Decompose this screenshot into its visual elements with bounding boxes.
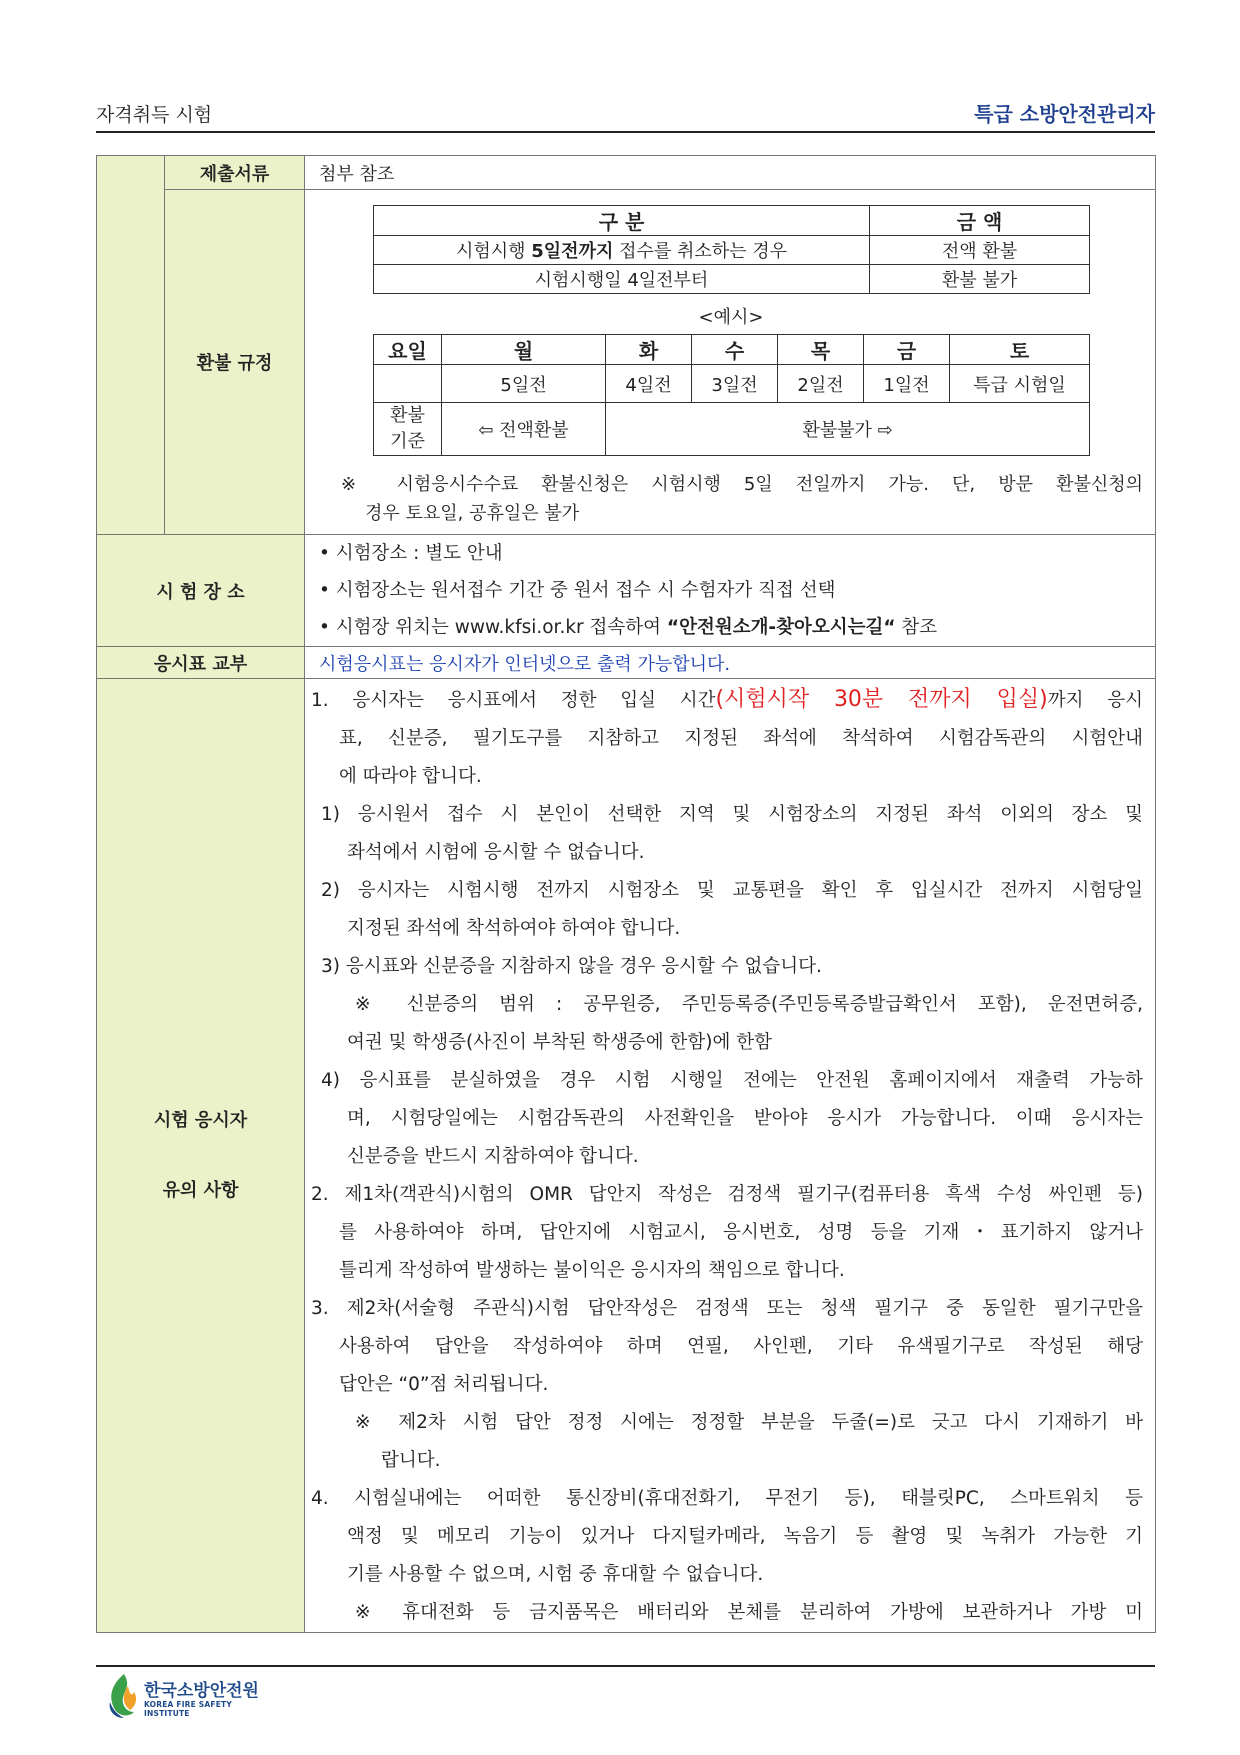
notice-line: 4. 시험실내에는 어떠한 통신장비(휴대전화기, 무전기 등), 태블릿PC, 스마트워치 등 [311, 1488, 1143, 1509]
schedule-basis-label: 환불 기준 [374, 403, 442, 456]
notice-line: 3. 제2차(서술형 주관식)시험 답안작성은 검정색 또는 청색 필기구 중 동일한 필기구만을 [311, 1298, 1143, 1319]
notice-line: 지정된 좌석에 착석하여야 하여야 합니다. [347, 918, 681, 939]
footer-divider [96, 1665, 1155, 1667]
refund-note: ※ 시험응시수수료 환불신청은 시험시행 5일 전일까지 가능. 단, 방문 환불신청의 경우 토요일, 공휴일은 불가 [341, 474, 1143, 524]
schedule-offset-wed: 3일전 [692, 365, 778, 403]
venue-label: 시 험 장 소 [97, 535, 305, 647]
notice-lines [311, 681, 1143, 1632]
schedule-offset-mon: 5일전 [442, 365, 606, 403]
notice-line: 1) 응시원서 접수 시 본인이 선택한 지역 및 시험장소의 지정된 좌석 이외의 장소 및 [321, 804, 1143, 825]
schedule-day-wed: 수 [692, 335, 778, 365]
logo-english: KOREA FIRE SAFETY INSTITUTE [144, 1700, 232, 1718]
refund-row1-text: 시험시행 5일전까지 접수를 취소하는 경우 [374, 236, 870, 265]
schedule-offset-tue: 4일전 [606, 365, 692, 403]
notice-line: 며, 시험당일에는 시험감독관의 사전확인을 받아야 응시가 가능합니다. 이때 응시자는 [347, 1108, 1143, 1129]
refund-schedule-table [373, 334, 1090, 456]
refund-row2-text: 시험시행일 4일전부터 [374, 265, 870, 294]
schedule-day-fri: 금 [864, 335, 950, 365]
notice-label: 시험 응시자 유의 사항 [97, 679, 305, 1633]
refund-row1-amount: 전액 환불 [870, 236, 1090, 265]
notice-line: 4) 응시표를 분실하였을 경우 시험 시행일 전에는 안전원 홈페이지에서 재출력 가능하 [321, 1070, 1143, 1091]
header-left: 자격취득 시험 [96, 104, 213, 126]
notice-line: ※ 신분증의 범위 : 공무원증, 주민등록증(주민등록증발급확인서 포함), 운전면허증, [355, 994, 1143, 1015]
header-divider [96, 131, 1155, 133]
schedule-day-sat: 토 [950, 335, 1090, 365]
notice-line: 여권 및 학생증(사진이 부착된 학생증에 한함)에 한함 [347, 1032, 773, 1053]
venue-line-1: • 시험장소 : 별도 안내 [319, 543, 503, 564]
notice-line: ※ 제2차 시험 답안 정정 시에는 정정할 부분을 두줄(=)로 긋고 다시 기재하기 바 [355, 1412, 1143, 1433]
schedule-day-mon: 월 [442, 335, 606, 365]
notice-line: 기를 사용할 수 없으며, 시험 중 휴대할 수 없습니다. [347, 1564, 764, 1585]
notice-line: 액정 및 메모리 기능이 있거나 다지털카메라, 녹음기 등 촬영 및 녹취가 가능한 기 [347, 1526, 1143, 1547]
header-right: 특급 소방안전관리자 [974, 102, 1155, 126]
example-caption: <예시> [698, 307, 764, 328]
refund-col-category: 구 분 [374, 206, 870, 236]
venue-content [305, 535, 1156, 647]
venue-line-2: • 시험장소는 원서접수 기간 중 원서 접수 시 수험자가 직접 선택 [319, 580, 836, 601]
notice-line: 3) 응시표와 신분증을 지참하지 않을 경우 응시할 수 없습니다. [321, 956, 822, 977]
schedule-full-refund: ⇦ 전액환불 [442, 403, 606, 456]
refund-col-amount: 금 액 [870, 206, 1090, 236]
notice-line: 에 따라야 합니다. [339, 766, 482, 787]
docs-value: 첨부 참조 [305, 156, 1156, 190]
flame-icon [104, 1672, 140, 1720]
refund-amount-table [373, 205, 1090, 294]
notice-line: 2) 응시자는 시험시행 전까지 시험장소 및 교통편을 확인 후 입실시간 전까지 시험당일 [321, 880, 1143, 901]
schedule-day-tue: 화 [606, 335, 692, 365]
schedule-day-thu: 목 [778, 335, 864, 365]
refund-content [305, 190, 1156, 535]
notice-line: ※ 휴대전화 등 금지품목은 배터리와 본체를 분리하여 가방에 보관하거나 가방 미 [355, 1602, 1143, 1623]
kfsi-logo [104, 1672, 279, 1722]
schedule-day-header: 요일 [374, 335, 442, 365]
notice-line: 신분증을 반드시 지참하여야 합니다. [347, 1146, 639, 1167]
schedule-offset-blank [374, 365, 442, 403]
notice-line: 좌석에서 시험에 응시할 수 없습니다. [347, 842, 645, 863]
ticket-label: 응시표 교부 [97, 647, 305, 679]
schedule-offset-thu: 2일전 [778, 365, 864, 403]
venue-line-3: • 시험장 위치는 www.kfsi.or.kr 접속하여 “안전원소개-찾아오시는길“ 참조 [319, 617, 938, 638]
schedule-offset-fri: 1일전 [864, 365, 950, 403]
notice-line: 사용하여 답안을 작성하여야 하며 연필, 사인펜, 기타 유색필기구로 작성된 해당 [339, 1336, 1143, 1357]
info-table [96, 155, 1156, 1633]
ticket-value: 시험응시표는 응시자가 인터넷으로 출력 가능합니다. [305, 647, 1156, 679]
left-band [97, 156, 165, 535]
notice-line: 랍니다. [381, 1450, 441, 1471]
logo-korean: 한국소방안전원 [144, 1681, 259, 1701]
docs-label: 제출서류 [165, 156, 305, 190]
notice-line: 2. 제1차(객관식)시험의 OMR 답안지 작성은 검정색 필기구(컴퓨터용 흑색 수성 싸인펜 등) [311, 1184, 1143, 1205]
refund-row2-amount: 환불 불가 [870, 265, 1090, 294]
schedule-no-refund: 환불불가 ⇨ [606, 403, 1090, 456]
refund-label: 환불 규정 [165, 190, 305, 535]
notice-line: 틀리게 작성하여 발생하는 불이익은 응시자의 책임으로 합니다. [339, 1260, 845, 1281]
notice-line: 를 사용하여야 하며, 답안지에 시험교시, 응시번호, 성명 등을 기재・표기하지 않거나 [339, 1222, 1143, 1243]
schedule-offset-sat: 특급 시험일 [950, 365, 1090, 403]
notice-line-1: 1. 응시자는 응시표에서 정한 입실 시간(시험시작 30분 전까지 입실)까지 응시 [311, 687, 1144, 712]
notice-line: 표, 신분증, 필기도구를 지참하고 지정된 좌석에 착석하여 시험감독관의 시험안내 [339, 728, 1143, 749]
notice-line: 답안은 “0”점 처리됩니다. [339, 1374, 549, 1395]
notice-content [305, 679, 1156, 1633]
